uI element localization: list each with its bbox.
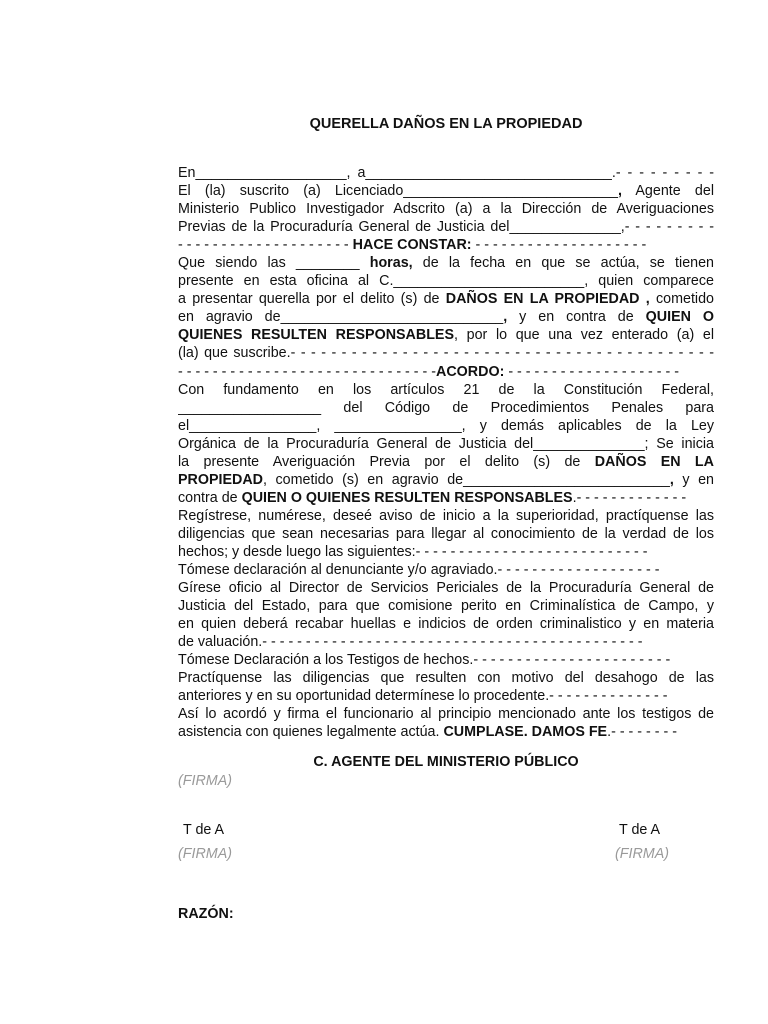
text-run: contra de [178,489,242,506]
bold-text-run: ACORDO: [436,363,505,380]
bold-text-run: DAÑOS EN LA [594,453,714,470]
body-line [178,417,714,435]
text-run: (la) que suscribe.- - - - - - - - - - - - - - - - - - - - - - - - - - - - - - - - - - - - - - - - - - [178,345,714,362]
text-run: Orgánica de la Procuraduría General de Justicia del______________; Se inicia [178,435,714,452]
text-run: - - - - - - - - - - - - - - - - - - - - [504,363,680,380]
text-run: Tómese declaración al denunciante y/o agraviado.- - - - - - - - - - - - - - - - - - - [178,562,660,579]
text-run: Regístrese, numérese, deseé aviso de inicio a la superioridad, practíquense las [178,507,714,524]
body-line [178,236,714,254]
witness-left-label: T de A [183,822,225,838]
body-line [178,651,714,669]
text-run: de valuación.- - - - - - - - - - - - - - - - - - - - - - - - - - - - - - - - - - - - - - - - - - - - [178,634,643,651]
text-run: Que siendo las ________ [178,255,370,272]
body-line [178,326,714,344]
text-run: de la fecha en que se actúa, se tienen [412,255,714,272]
text-run: diligencias que sean necesarias para llegar al conocimiento de la verdad de los [178,525,714,542]
body-line [178,615,714,633]
text-run: El (la) suscrito (a) Licenciado___________________________ [178,183,618,200]
body-line [178,561,714,579]
body-line [178,344,714,362]
body-line [178,453,714,471]
bold-text-run: CUMPLASE. DAMOS FE [443,724,608,741]
body-line [178,290,714,308]
text-run: Así lo acordó y firma el funcionario al principio mencionado ante los testigos de [178,706,714,723]
body-line [178,597,714,615]
bold-text-run: QUIEN O QUIENES RESULTEN RESPONSABLES [241,489,573,506]
body-line [178,182,714,200]
body-line [178,435,714,453]
body-line [178,164,714,182]
body-line [178,687,714,705]
body-line [178,507,714,525]
text-run: Practíquense las diligencias que resulten con motivo del desahogo de las [178,670,714,687]
text-run: Gírese oficio al Director de Servicios Periciales de la Procuraduría General de [178,580,714,597]
body-line [178,579,714,597]
bold-text-run: HACE CONSTAR: [352,237,472,254]
text-run: En___________________, a_______________________________.- - - - - - - - - [178,165,714,181]
body-line [178,705,714,723]
bold-text-run: , [617,183,622,200]
text-run: presente en esta oficina al C.________________________, quien comparece [178,273,714,290]
bold-text-run: DAÑOS EN LA PROPIEDAD , [445,291,650,308]
body-line [178,633,714,651]
body-line [178,200,714,218]
text-run: asistencia con quienes legalmente actúa. [178,724,444,741]
text-run: - - - - - - - - - - - - - - - - - - - - [178,237,353,254]
text-run: a presentar querella por el delito (s) de [178,291,446,308]
agent-signature-title: C. AGENTE DEL MINISTERIO PÚBLICO [313,754,579,770]
bold-text-run: horas, [369,255,413,272]
text-run: .- - - - - - - - - - - - - [572,489,687,506]
body-line [178,308,714,326]
text-run: , cometido (s) en agravio de__________________________ [263,471,670,488]
witness-left-signature-placeholder: (FIRMA) [178,846,232,862]
body-line [178,272,714,290]
body-line [178,381,714,399]
text-run: .- - - - - - - - [607,724,677,741]
body-line [178,669,714,687]
agent-signature-placeholder: (FIRMA) [178,773,232,789]
text-run: y en contra de [507,309,646,326]
text-run: el________________, ________________, y demás aplicables de la Ley [178,417,714,434]
text-run: , por lo que una vez enterado (a) el [454,327,714,344]
body-line [178,543,714,561]
text-run: Ministerio Publico Investigador Adscrito (a) a la Dirección de Averiguaciones [178,201,714,218]
text-run: en quien deberá recabar huellas e indicios de orden criminalistico y en materia [178,616,714,633]
body-line [178,489,714,507]
body-line [178,723,714,741]
body-line [178,471,714,489]
body-line [178,399,714,417]
text-run: - - - - - - - - - - - - - - - - - - - - - - - - - - - - - - [178,363,437,380]
text-run: __________________ del Código de Procedimientos Penales para [178,399,714,416]
witness-right-signature-placeholder: (FIRMA) [615,846,669,862]
text-run: Con fundamento en los artículos 21 de la Constitución Federal, [178,381,714,398]
text-run: y en [673,471,714,488]
text-run: Agente del [621,183,714,200]
witness-right-label: T de A [619,822,661,838]
text-run: en agravio de____________________________ [178,309,504,326]
text-run: Justicia del Estado, para que comisione perito en Criminalística de Campo, y [178,598,714,615]
text-run: - - - - - - - - - - - - - - - - - - - - [471,237,647,254]
text-run: Tómese Declaración a los Testigos de hechos.- - - - - - - - - - - - - - - - - - - - - - - [178,652,671,669]
text-run: Previas de la Procuraduría General de Justicia del______________,- - - - - - - - - [178,219,714,236]
text-run: la presente Averiguación Previa por el delito (s) de [178,453,595,470]
razon-heading: RAZÓN: [178,906,234,922]
document-title: QUERELLA DAÑOS EN LA PROPIEDAD [309,116,583,132]
text-run: cometido [649,291,714,308]
bold-text-run: , [669,471,674,488]
body-line [178,254,714,272]
bold-text-run: , [503,309,508,326]
bold-text-run: QUIENES RESULTEN RESPONSABLES [178,327,455,344]
bold-text-run: PROPIEDAD [178,471,263,488]
document-body [178,164,714,742]
body-line [178,363,714,381]
bold-text-run: QUIEN O [645,309,714,326]
text-run: hechos; y desde luego las siguientes:- - - - - - - - - - - - - - - - - - - - - - - - - - - [178,543,648,560]
body-line [178,525,714,543]
text-run: anteriores y en su oportunidad determínese lo procedente.- - - - - - - - - - - - - - [178,688,668,705]
body-line [178,218,714,236]
